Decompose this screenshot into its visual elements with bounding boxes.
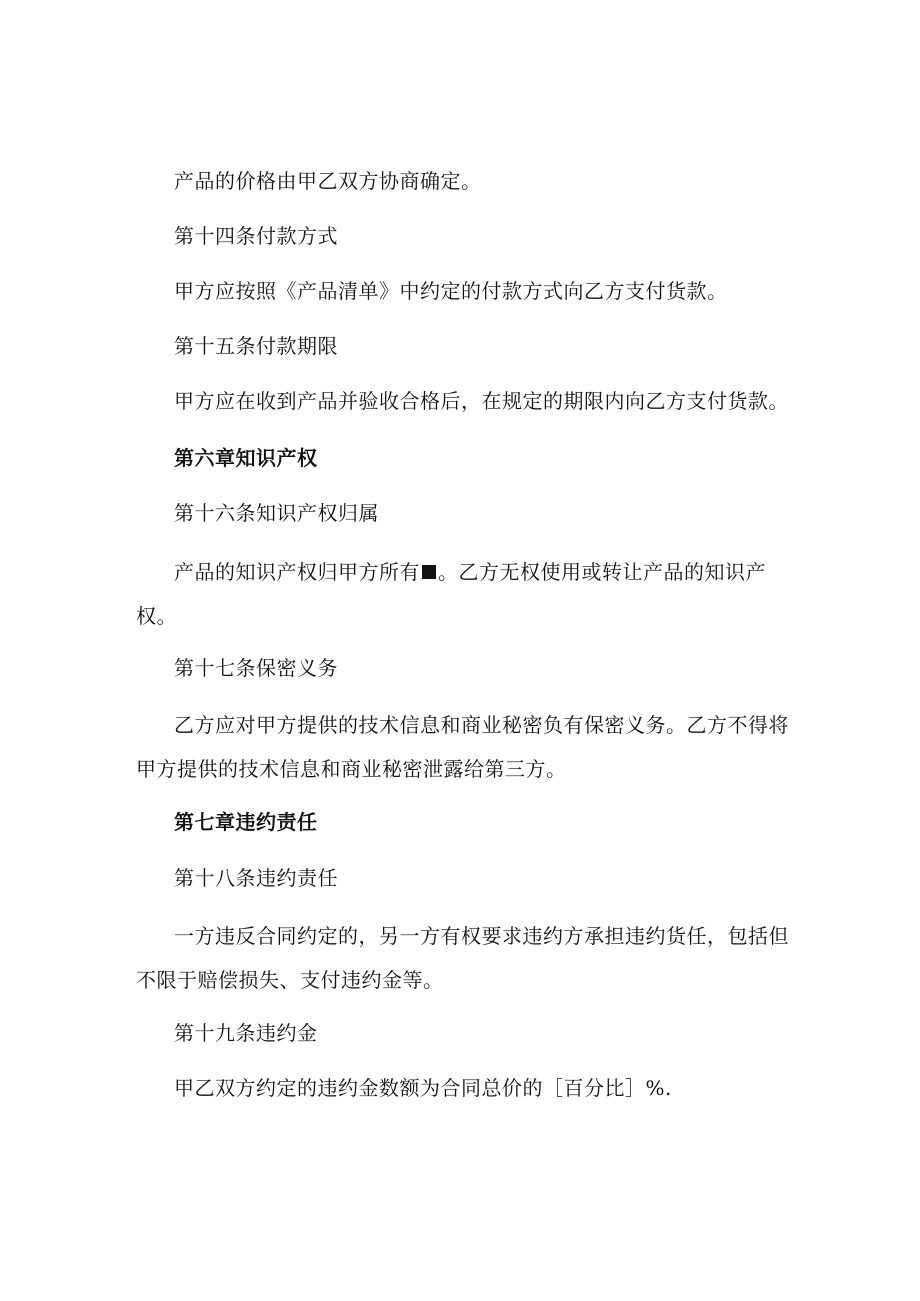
ip-ownership-text-b: 。乙方无权使用或转让产品的知识产权。 — [136, 560, 766, 628]
paragraph-breach-liability: 一方违反合同约定的，另一方有权要求违约方承担违约货任，包括但不限于赔偿损失、支付违约金等。 — [136, 924, 789, 992]
chapter-6-heading: 第六章知识产权 — [174, 446, 318, 470]
article-17-title: 第十七条保密义务 — [174, 656, 338, 680]
paragraph-payment-method: 甲方应按照《产品清单》中约定的付款方式向乙方支付货款。 — [174, 279, 728, 303]
paragraph-confidentiality: 乙方应对甲方提供的技术信息和商业秘密负有保密义务。乙方不得将甲方提供的技术信息和商业秘密泄露给第三方。 — [136, 713, 789, 781]
ip-ownership-text-a: 产品的知识产权归甲方所有 — [174, 560, 420, 584]
article-18-title: 第十八条违约责任 — [174, 866, 338, 890]
paragraph-penalty-amount: 甲乙双方约定的违约金数额为合同总价的［百分比］%. — [174, 1076, 672, 1100]
paragraph-ip-ownership — [136, 550, 796, 638]
chapter-7-heading: 第七章违约责任 — [174, 810, 318, 834]
article-16-title: 第十六条知识产权归属 — [174, 501, 379, 525]
article-15-title: 第十五条付款期限 — [174, 334, 338, 358]
redaction-box-icon — [422, 565, 436, 579]
paragraph-price: 产品的价格由甲乙双方协商确定。 — [174, 169, 482, 193]
article-19-title: 第十九条违约金 — [174, 1021, 318, 1045]
article-14-title: 第十四条付款方式 — [174, 224, 338, 248]
paragraph-payment-term: 甲方应在收到产品并验收合格后，在规定的期限内向乙方支付货款。 — [174, 389, 789, 413]
